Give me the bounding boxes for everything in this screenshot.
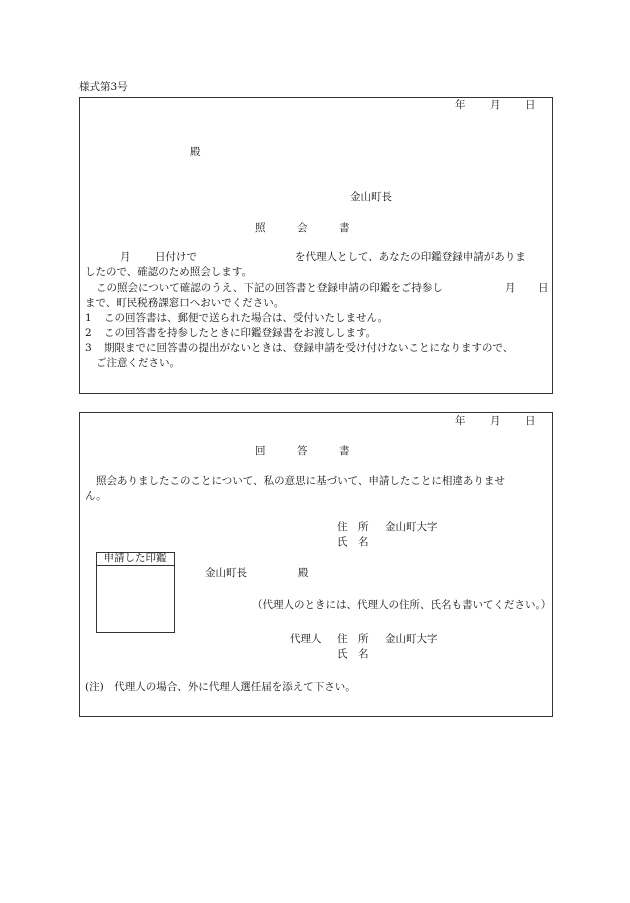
inquiry-title: 照 会 書 <box>255 222 350 234</box>
body-day-suffix: 日付けで <box>155 251 197 263</box>
addressee-honorific: 殿 <box>190 146 201 158</box>
note-3-text: 期限までに回答書の提出がないときは、登録申請を受け付けないことになりますので、 <box>104 342 514 354</box>
reply-date-month: 月 <box>490 415 501 427</box>
note-1-number: 1 <box>85 312 92 324</box>
reply-date-day: 日 <box>525 415 536 427</box>
note-2-number: 2 <box>85 327 92 339</box>
reply-date-year: 年 <box>455 415 466 427</box>
inquiry-date-month: 月 <box>490 99 501 111</box>
form-number: 様式第3号 <box>79 81 128 93</box>
agent-address-value: 金山町大字 <box>385 633 438 645</box>
agent-address-label: 住 所 <box>337 633 369 645</box>
footnote: (注) 代理人の場合、外に代理人選任届を添えて下さい。 <box>85 681 356 693</box>
note-3-number: 3 <box>85 342 92 354</box>
body-line4: まで、町民税務課窓口へおいでください。 <box>85 297 285 309</box>
statement-line1: 照会ありましたこのことについて、私の意思に基づいて、申請したことに相違ありませ <box>96 475 505 487</box>
issuer: 金山町長 <box>350 191 392 203</box>
agent-label: 代理人 <box>290 633 322 645</box>
recipient-honorific: 殿 <box>298 567 309 579</box>
agent-note: （代理人のときには、代理人の住所、氏名も書いてください。） <box>252 599 552 611</box>
agent-name-label: 氏 名 <box>337 648 369 660</box>
statement-line2: ん。 <box>85 490 107 502</box>
body-line2: したので、確認のため照会します。 <box>85 266 252 278</box>
seal-label: 申請した印鑑 <box>96 552 174 566</box>
note-1-text: この回答書は、郵便で送られた場合は、受付いたしません。 <box>104 312 389 324</box>
inquiry-date-year: 年 <box>455 99 466 111</box>
address-value: 金山町大字 <box>385 521 438 533</box>
body-month: 月 <box>120 251 131 263</box>
body-line1-text: を代理人として、あなたの印鑑登録申請がありま <box>295 251 526 263</box>
body-line3-text: この照会について確認のうえ、下記の回答書と登録申請の印鑑をご持参し <box>96 282 443 294</box>
note-2-text: この回答書を持参したときに印鑑登録書をお渡しします。 <box>104 327 377 339</box>
address-label: 住 所 <box>337 521 369 533</box>
reply-title: 回 答 書 <box>255 445 350 457</box>
body-line3-month: 月 <box>505 282 516 294</box>
name-label: 氏 名 <box>337 536 369 548</box>
recipient: 金山町長 <box>205 567 247 579</box>
note-3-continuation: ご注意ください。 <box>96 357 180 369</box>
inquiry-date-day: 日 <box>525 99 536 111</box>
body-line3-day: 日 <box>538 282 549 294</box>
